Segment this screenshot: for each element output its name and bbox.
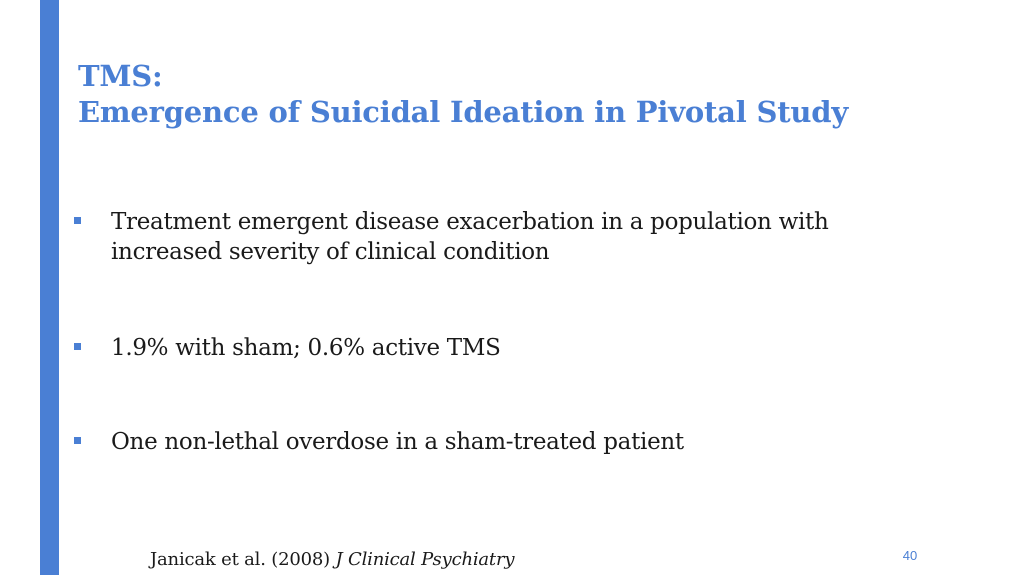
bullet-square-icon: [74, 343, 81, 350]
bullet-text-1: Treatment emergent disease exacerbation in a population with increased severity of clinical condition: [111, 209, 829, 265]
bullet-square-icon: [74, 217, 81, 224]
citation-authors: Janicak et al. (2008): [150, 549, 330, 570]
bullet-item-1: [74, 207, 934, 269]
bullet-item-2: [74, 333, 934, 365]
bullet-square-icon: [74, 437, 81, 444]
slide-title-line-1: TMS:: [78, 59, 163, 93]
citation: [150, 548, 514, 572]
bullet-text-3: One non-lethal overdose in a sham-treated patient: [111, 429, 684, 455]
citation-journal: J Clinical Psychiatry: [335, 549, 515, 570]
accent-bar: [40, 0, 59, 575]
slide-title-line-2: Emergence of Suicidal Ideation in Pivotal Study: [78, 95, 849, 129]
bullet-item-3: [74, 427, 934, 459]
page-number: 40: [902, 548, 918, 563]
slide-title: [78, 58, 978, 130]
bullet-text-2: 1.9% with sham; 0.6% active TMS: [111, 335, 501, 361]
